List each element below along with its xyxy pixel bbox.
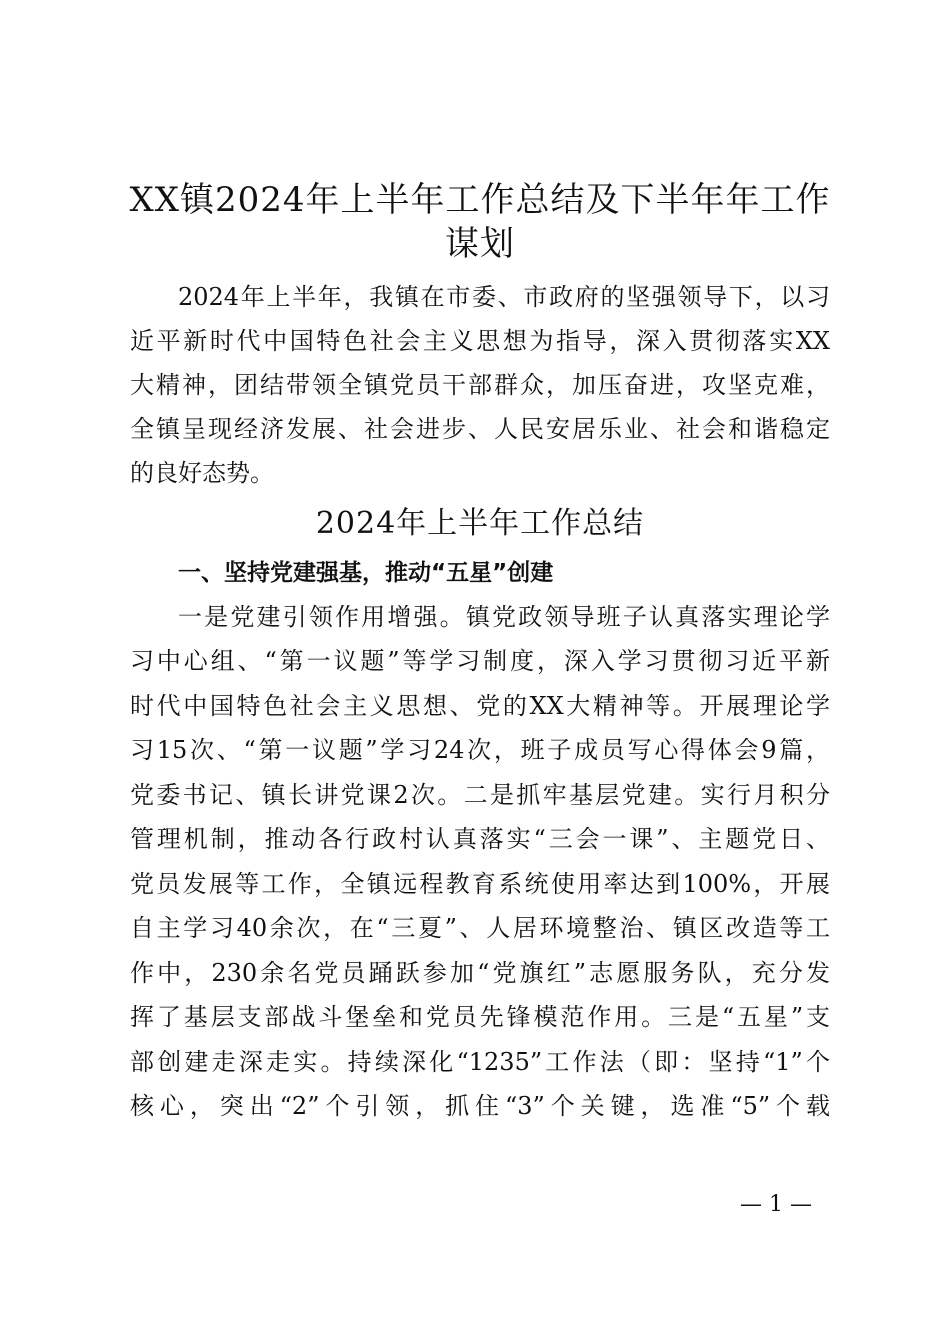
body-paragraph-line: 习中心组、“第一议题”等学习制度，深入学习贯彻习近平新 <box>130 647 830 675</box>
body-paragraph-line: 部创建走深走实。持续深化“1235”工作法（即：坚持“1”个 <box>130 1048 830 1076</box>
body-paragraph-line: 管理机制，推动各行政村认真落实“三会一课”、主题党日、 <box>130 825 830 853</box>
intro-paragraph-line: 2024年上半年，我镇在市委、市政府的坚强领导下，以习 <box>178 283 830 311</box>
page-number: — 1 — <box>740 1192 812 1217</box>
body-paragraph-line: 时代中国特色社会主义思想、党的XX大精神等。开展理论学 <box>130 692 830 720</box>
body-paragraph-line: 自主学习40余次，在“三夏”、人居环境整治、镇区改造等工 <box>130 914 830 942</box>
body-paragraph-line: 党员发展等工作，全镇远程教育系统使用率达到100%，开展 <box>130 870 830 898</box>
intro-paragraph-line: 大精神，团结带领全镇党员干部群众，加压奋进，攻坚克难， <box>130 371 830 399</box>
intro-paragraph-line: 近平新时代中国特色社会主义思想为指导，深入贯彻落实XX <box>130 327 830 355</box>
document-title-line-2: 谋划 <box>445 224 515 264</box>
intro-paragraph-line: 的良好态势。 <box>130 459 274 487</box>
body-paragraph-line: 作中，230余名党员踊跃参加“党旗红”志愿服务队，充分发 <box>130 959 830 987</box>
body-paragraph-line: 党委书记、镇长讲党课2次。二是抓牢基层党建。实行月积分 <box>130 781 830 809</box>
section-heading: 一、坚持党建强基，推动“五星”创建 <box>178 560 554 586</box>
intro-paragraph-line: 全镇呈现经济发展、社会进步、人民安居乐业、社会和谐稳定 <box>130 415 830 443</box>
section-title: 2024年上半年工作总结 <box>315 506 645 541</box>
body-paragraph-line: 一是党建引领作用增强。镇党政领导班子认真落实理论学 <box>178 603 830 631</box>
body-paragraph-line: 核心，突出“2”个引领，抓住“3”个关键，选准“5”个载 <box>130 1092 830 1120</box>
document-title-line-1: XX镇2024年上半年工作总结及下半年年工作 <box>129 180 831 220</box>
body-paragraph-line: 习15次、“第一议题”学习24次，班子成员写心得体会9篇， <box>130 736 830 764</box>
body-paragraph-line: 挥了基层支部战斗堡垒和党员先锋模范作用。三是“五星”支 <box>130 1003 830 1031</box>
